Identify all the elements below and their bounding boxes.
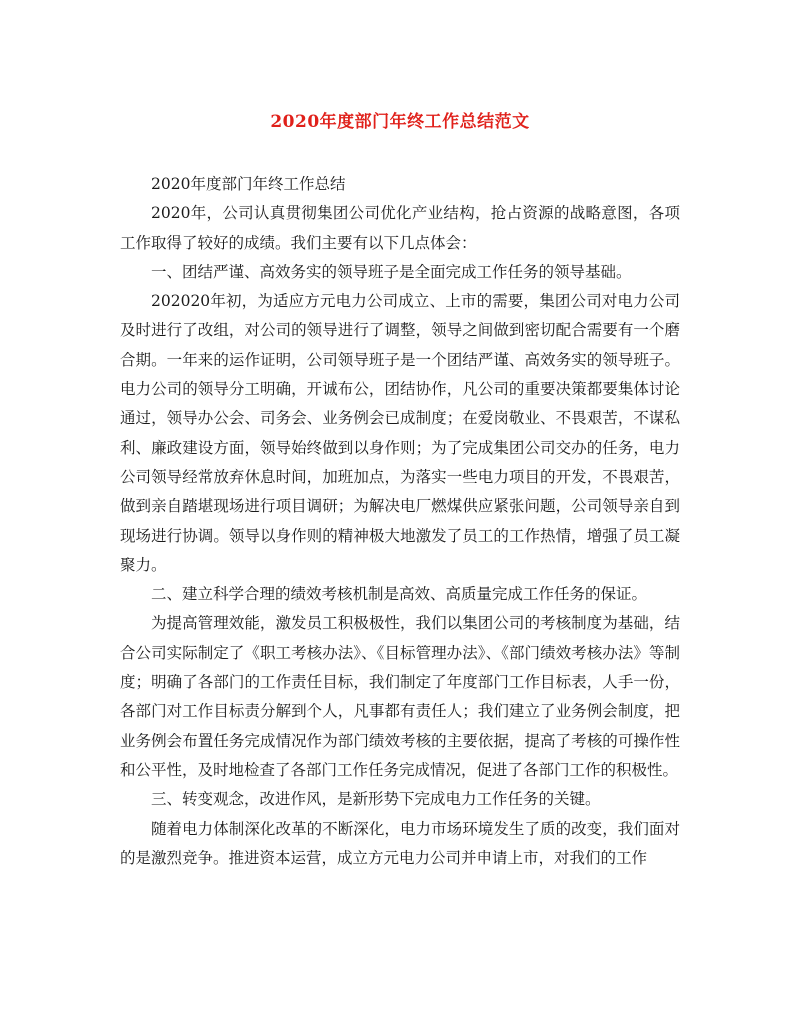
paragraph-heading: 2020年度部门年终工作总结: [151, 175, 346, 193]
paragraph-section-1-heading: 一、团结严谨、高效务实的领导班子是全面完成工作任务的领导基础。: [151, 262, 632, 281]
paragraph-section-1-body: 202020年初，为适应方元电力公司成立、上市的需要，集团公司对电力公司及时进行了改组，对公司的领导进行了调整，领导之间做到密切配合需要有一个磨合期。一年来的运作证明，公司领导班子是一个团结严谨、高效务实的领导班子。电力公司的领导分工明确，开诚布公，团结协作，凡公司的重要决策都要集体讨论通过，领导办公会、司务会、业务例会已成制度；在爱岗敬业、不畏艰苦，不谋私利、廉政建设方面，领导始终做到以身作则；为了完成集团公司交办的任务，电力公司领导经常放弃休息时间，加班加点，为落实一些电力项目的开发，不畏艰苦，做到亲自踏堪现场进行项目调研；为解决电厂燃煤供应紧张问题，公司领导亲自到现场进行协调。领导以身作则的精神极大地激发了员工的工作热情，增强了员工凝聚力。: [120, 292, 680, 574]
paragraph-section-2-heading: 二、建立科学合理的绩效考核机制是高效、高质量完成工作任务的保证。: [151, 585, 648, 604]
document-title: 2020年度部门年终工作总结范文: [270, 112, 530, 132]
paragraph-section-3-heading: 三、转变观念，改进作风，是新形势下完成电力工作任务的关键。: [151, 790, 601, 809]
paragraph-section-2-body: 为提高管理效能，激发员工积极极性，我们以集团公司的考核制度为基础，结合公司实际制定了《职工考核办法》、《目标管理办法》、《部门绩效考核办法》等制度；明确了各部门的工作责任目标，我们制定了年度部门工作目标表，人手一份，各部门对工作目标责分解到个人，凡事都有责任人；我们建立了业务例会制度，把业务例会布置任务完成情况作为部门绩效考核的主要依据，提高了考核的可操作性和公平性，及时地检查了各部门工作任务完成情况，促进了各部门工作的积极性。: [120, 614, 680, 779]
paragraph-intro: 2020年，公司认真贯彻集团公司优化产业结构，抢占资源的战略意图，各项工作取得了较好的成绩。我们主要有以下几点体会：: [120, 204, 680, 252]
paragraph-section-3-body: 随着电力体制深化改革的不断深化，电力市场环境发生了质的改变，我们面对的是激烈竞争。推进资本运营，成立方元电力公司并申请上市，对我们的工作: [120, 819, 680, 867]
document-body: [120, 170, 680, 873]
